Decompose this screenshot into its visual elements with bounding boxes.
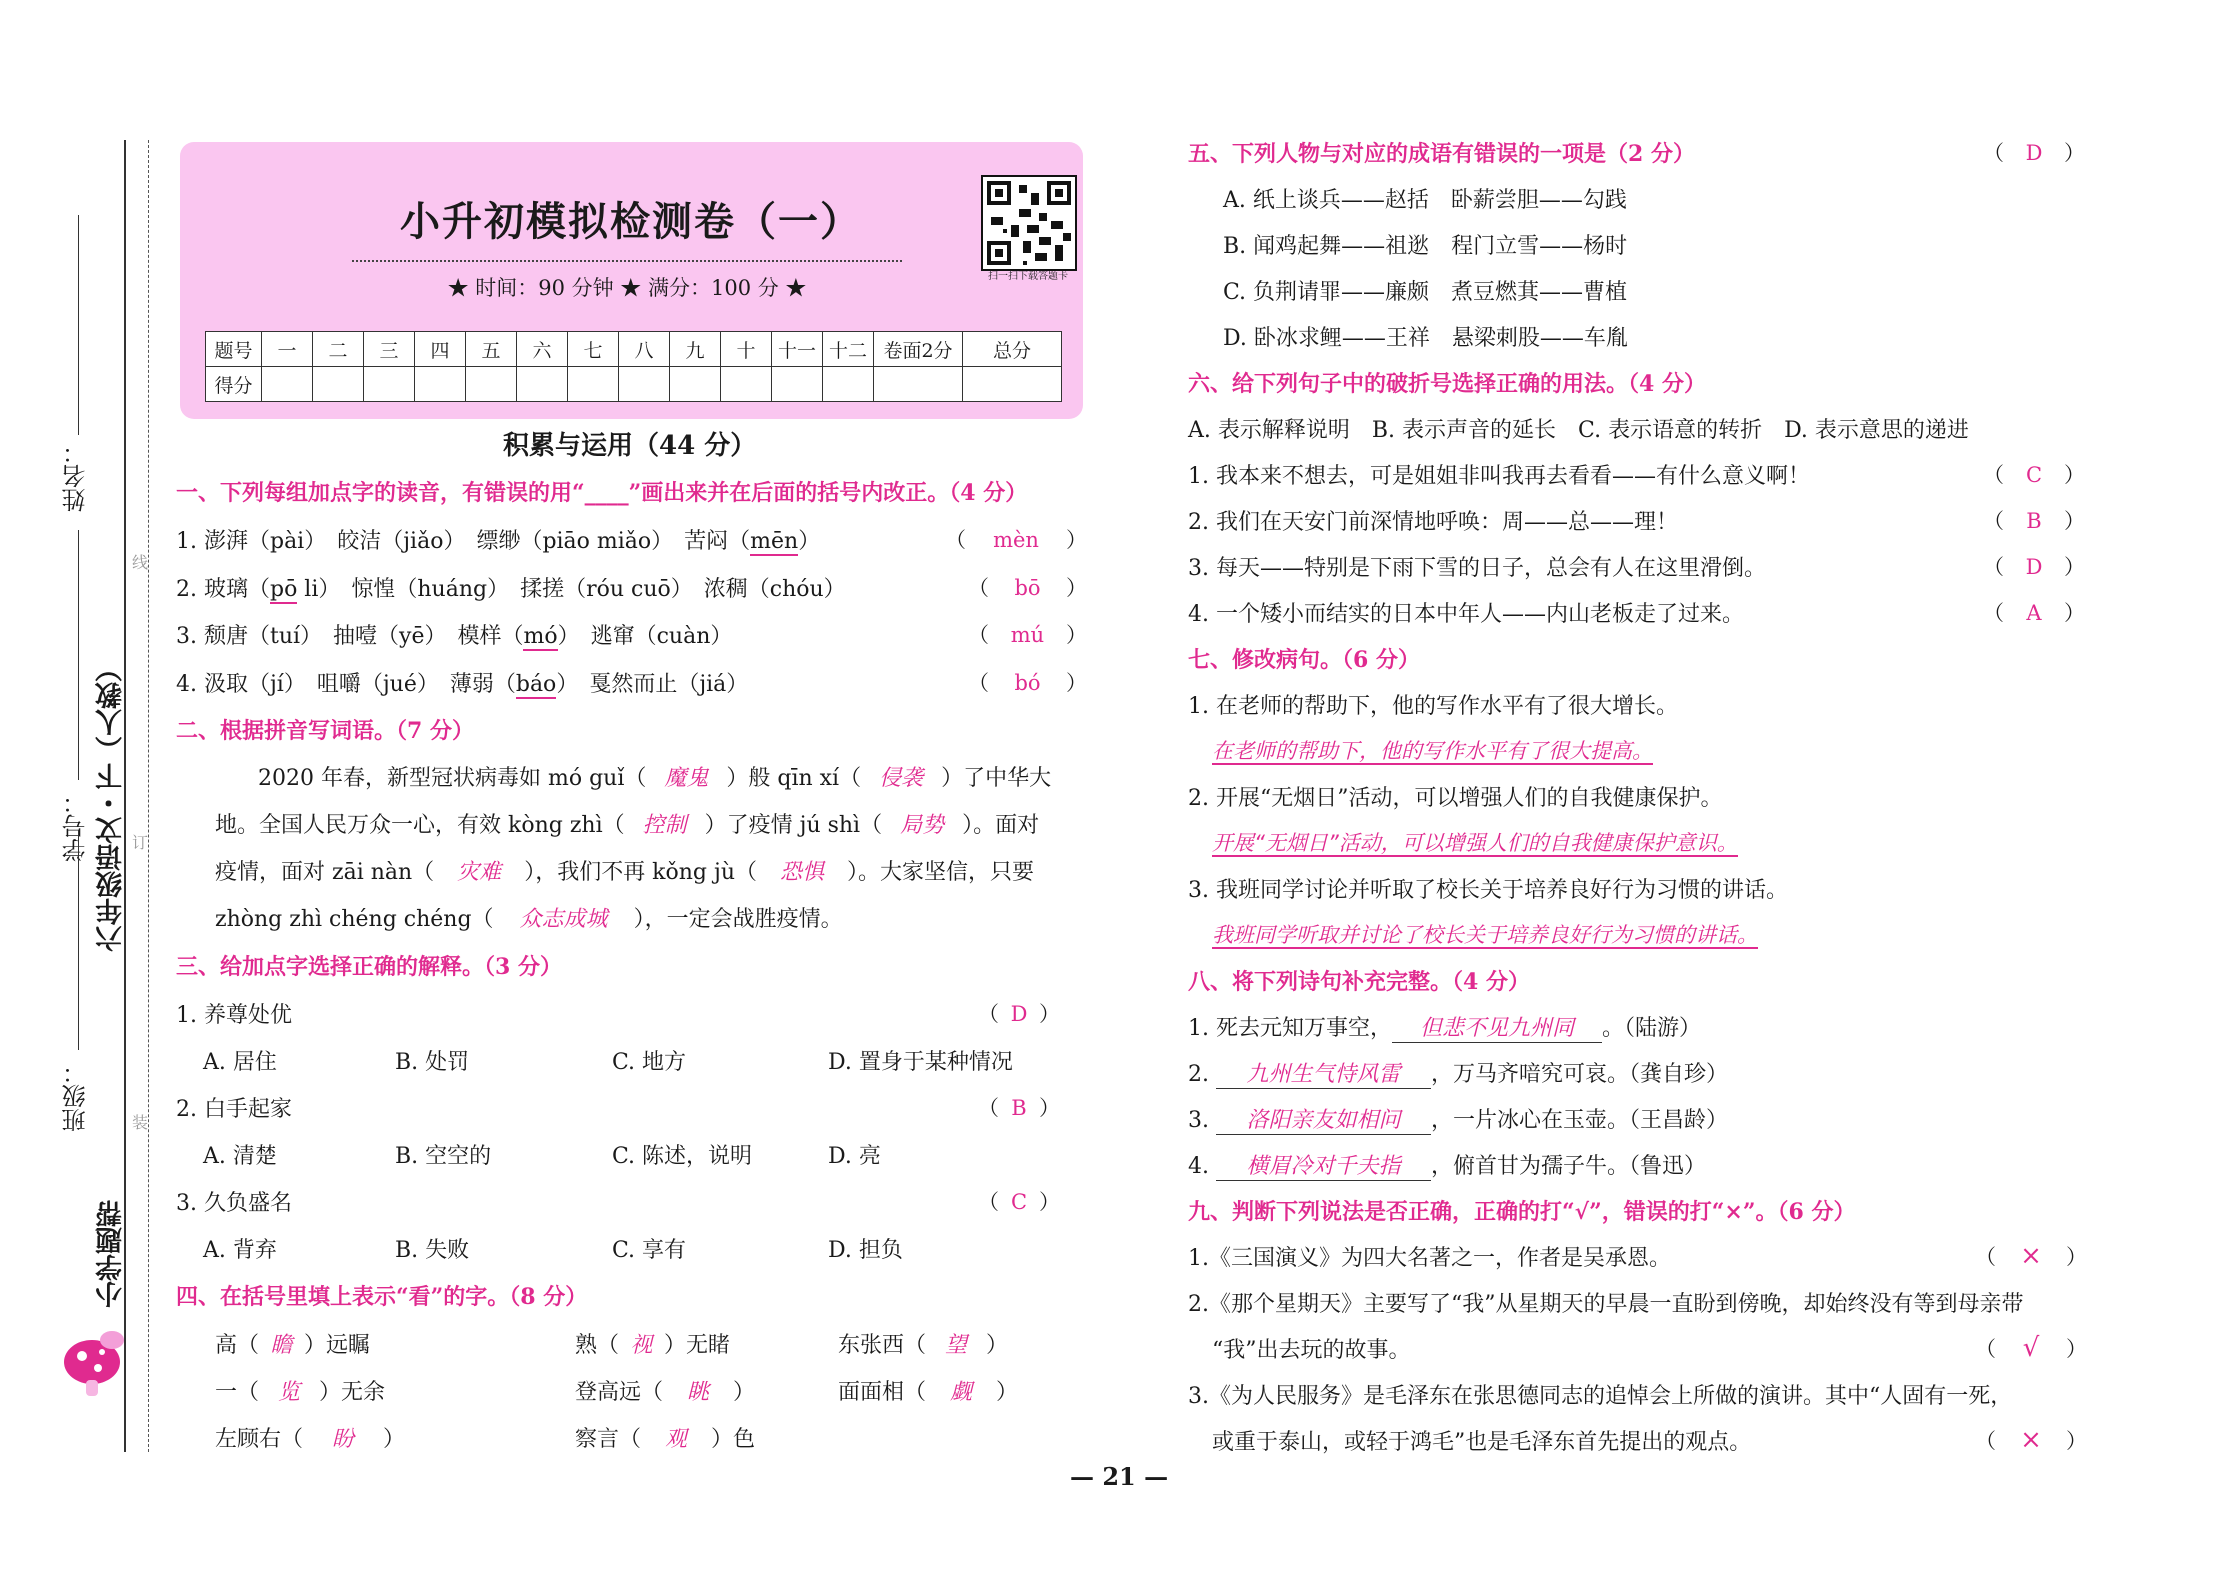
s6-item-4: 4. 一个矮小而结实的日本中年人——内山老板走了过来。 bbox=[1188, 602, 1744, 627]
s7-answer-1: 在老师的帮助下，他的写作水平有了很大提高。 bbox=[1212, 739, 1653, 763]
s8-item-4: 4. 横眉冷对千夫指 ，俯首甘为孺子牛。（鲁迅） bbox=[1188, 1149, 1706, 1181]
score-header-cell: 七 bbox=[568, 332, 619, 367]
s3-q3-opt-a: A. 背弃 bbox=[203, 1238, 277, 1263]
s6-item-3: 3. 每天——特别是下雨下雪的日子，总会有人在这里滑倒。 bbox=[1188, 556, 1766, 581]
s1-answer-3: （ mú ） bbox=[968, 623, 1087, 647]
section-8-title: 八、将下列诗句补充完整。（4 分） bbox=[1188, 969, 1530, 995]
s3-answer-1: （ D ） bbox=[978, 1002, 1060, 1026]
s7-answer-2: 开展“无烟日”活动，可以增强人们的自我健康保护意识。 bbox=[1212, 831, 1738, 855]
s3-question-3: 3. 久负盛名 bbox=[176, 1191, 292, 1216]
page-number: — 21 — bbox=[1070, 1462, 1169, 1491]
score-cell[interactable] bbox=[874, 367, 963, 402]
s3-answer-3: （ C ） bbox=[978, 1190, 1060, 1214]
s1-item-3: 3. 颓唐（tuí） 抽噎（yē） 模样（mó） 逃窜（cuàn） bbox=[176, 624, 733, 649]
section-2-title: 二、根据拼音写词语。（7 分） bbox=[176, 718, 474, 744]
s4-item: 熟（ 视 ）无睹 bbox=[575, 1333, 731, 1358]
s6-answer-3: （ D ） bbox=[1983, 555, 2085, 579]
score-cell[interactable] bbox=[517, 367, 568, 402]
s9-item-2-line-2: “我”出去玩的故事。 bbox=[1212, 1338, 1411, 1363]
s3-q2-opt-a: A. 清楚 bbox=[203, 1144, 277, 1169]
s1-item-4: 4. 汲取（jí） 咀嚼（jué） 薄弱（báo） 戛然而止（jiá） bbox=[176, 672, 749, 697]
cut-mark-bind: 订 bbox=[132, 833, 149, 852]
score-cell[interactable] bbox=[721, 367, 772, 402]
s3-q3-opt-d: D. 担负 bbox=[828, 1238, 903, 1263]
s3-q1-opt-a: A. 居住 bbox=[203, 1050, 277, 1075]
s6-item-2: 2. 我们在天安门前深情地呼唤：周——总——理！ bbox=[1188, 510, 1678, 535]
s4-item: 面面相（ 觑 ） bbox=[838, 1380, 1019, 1405]
score-header-cell: 卷面2分 bbox=[874, 332, 963, 367]
s1-item-1: 1. 澎湃（pài） 皎洁（jiǎo） 缥缈（piāo miǎo） 苦闷（mēn） bbox=[176, 529, 821, 554]
cut-mark-pack: 装 bbox=[132, 1113, 149, 1132]
score-cell[interactable] bbox=[823, 367, 874, 402]
s1-item-2: 2. 玻璃（pō li） 惊惶（huáng） 揉搓（róu cuō） 浓稠（chóu） bbox=[176, 577, 846, 602]
name-blank bbox=[78, 215, 79, 435]
score-header-cell: 十一 bbox=[772, 332, 823, 367]
class-blank bbox=[78, 830, 79, 1050]
s2-line-2: 地。全国人民万众一心，有效 kòng zhì（ 控制 ）了疫情 jú shì（ 局势 ）。面对 bbox=[215, 813, 1040, 838]
s5-option-c: C. 负荆请罪——廉颇 煮豆燃萁——曹植 bbox=[1223, 280, 1628, 305]
brand-label: 小学题帮 bbox=[96, 1200, 127, 1308]
s3-q1-opt-d: D. 置身于某种情况 bbox=[828, 1050, 1013, 1075]
score-cell[interactable] bbox=[670, 367, 721, 402]
qr-code-icon[interactable] bbox=[981, 175, 1077, 271]
s9-item-1: 1.《三国演义》为四大名著之一，作者是吴承恩。 bbox=[1188, 1246, 1671, 1271]
score-header-cell: 一 bbox=[262, 332, 313, 367]
section-4-title: 四、在括号里填上表示“看”的字。（8 分） bbox=[176, 1284, 588, 1310]
s3-question-1: 1. 养尊处优 bbox=[176, 1003, 292, 1028]
section-1-title: 一、下列每组加点字的读音，有错误的用“____”画出来并在后面的括号内改正。（4 分） bbox=[176, 480, 1028, 506]
s8-item-2: 2. 九州生气恃风雷 ，万马齐喑究可哀。（龚自珍） bbox=[1188, 1057, 1728, 1089]
s3-q2-opt-d: D. 亮 bbox=[828, 1144, 881, 1169]
score-row-label: 得分 bbox=[206, 367, 262, 402]
section-5-title: 五、下列人物与对应的成语有错误的一项是（2 分） bbox=[1188, 141, 1695, 167]
s1-answer-2: （ bō ） bbox=[968, 576, 1087, 600]
s4-item: 左顾右（ 盼 ） bbox=[215, 1427, 406, 1452]
mushroom-logo bbox=[60, 1320, 130, 1400]
s6-answer-2: （ B ） bbox=[1983, 509, 2085, 533]
qr-caption: 扫一扫下载答题卡 bbox=[988, 271, 1068, 282]
s3-q2-opt-c: C. 陈述，说明 bbox=[612, 1144, 753, 1169]
score-header-cell: 五 bbox=[466, 332, 517, 367]
binding-line-2 bbox=[148, 140, 149, 1452]
score-header-cell: 九 bbox=[670, 332, 721, 367]
page-title: 小升初模拟检测卷（一） bbox=[400, 198, 862, 245]
s1-answer-4: （ bó ） bbox=[968, 671, 1087, 695]
score-cell[interactable] bbox=[364, 367, 415, 402]
s3-q3-opt-c: C. 享有 bbox=[612, 1238, 687, 1263]
s3-q1-opt-c: C. 地方 bbox=[612, 1050, 687, 1075]
score-header-cell: 四 bbox=[415, 332, 466, 367]
s7-question-3: 3. 我班同学讨论并听取了校长关于培养良好行为习惯的讲话。 bbox=[1188, 878, 1788, 903]
s9-item-3-line-1: 3.《为人民服务》是毛泽东在张思德同志的追悼会上所做的演讲。其中“人固有一死， bbox=[1188, 1384, 2013, 1409]
s6-options: A. 表示解释说明 B. 表示声音的延长 C. 表示语意的转折 D. 表示意思的递进 bbox=[1188, 418, 1969, 443]
score-header-cell: 总分 bbox=[963, 332, 1062, 367]
score-cell[interactable] bbox=[466, 367, 517, 402]
s4-item: 登高远（ 眺 ） bbox=[575, 1380, 756, 1405]
s7-question-2: 2. 开展“无烟日”活动，可以增强人们的自我健康保护。 bbox=[1188, 786, 1723, 811]
s8-item-1: 1. 死去元知万事空， 但悲不见九州同 。（陆游） bbox=[1188, 1011, 1701, 1043]
s3-answer-2: （ B ） bbox=[978, 1096, 1060, 1120]
score-cell[interactable] bbox=[415, 367, 466, 402]
book-label: 六年级语文・下（人教） bbox=[96, 655, 127, 952]
score-cell[interactable] bbox=[568, 367, 619, 402]
s4-item: 一（ 览 ）无余 bbox=[215, 1380, 386, 1405]
score-table-header-row bbox=[206, 332, 1062, 367]
score-table bbox=[205, 331, 1062, 402]
score-header-cell: 二 bbox=[313, 332, 364, 367]
s7-answer-3: 我班同学听取并讨论了校长关于培养良好行为习惯的讲话。 bbox=[1212, 923, 1758, 947]
score-header-cell: 十 bbox=[721, 332, 772, 367]
s5-answer: （ D ） bbox=[1983, 141, 2085, 165]
score-header-cell: 八 bbox=[619, 332, 670, 367]
s4-item: 高（ 瞻 ）远瞩 bbox=[215, 1333, 371, 1358]
s3-question-2: 2. 白手起家 bbox=[176, 1097, 292, 1122]
score-header-cell: 十二 bbox=[823, 332, 874, 367]
s6-item-1: 1. 我本来不想去，可是姐姐非叫我再去看看——有什么意义啊！ bbox=[1188, 464, 1810, 489]
s2-line-4: zhòng zhì chéng chéng（ 众志成城 ），一定会战胜疫情。 bbox=[215, 907, 843, 932]
section-3-title: 三、给加点字选择正确的解释。（3 分） bbox=[176, 954, 562, 980]
s3-q3-opt-b: B. 失败 bbox=[395, 1238, 470, 1263]
s4-item: 东张西（ 望 ） bbox=[838, 1333, 1009, 1358]
score-cell[interactable] bbox=[313, 367, 364, 402]
s6-answer-4: （ A ） bbox=[1983, 601, 2085, 625]
s2-line-3: 疫情，面对 zāi nàn（ 灾难 ），我们不再 kǒng jù（ 恐惧 ）。大家坚信，只要 bbox=[215, 860, 1035, 885]
s9-answer-2: （ √ ） bbox=[1975, 1333, 2087, 1363]
cut-mark-line: 线 bbox=[132, 553, 149, 572]
score-cell[interactable] bbox=[963, 367, 1062, 402]
score-header-cell: 三 bbox=[364, 332, 415, 367]
s9-item-2-line-1: 2.《那个星期天》主要写了“我”从星期天的早晨一直盼到傍晚，却始终没有等到母亲带 bbox=[1188, 1292, 2024, 1317]
s9-item-3-line-2: 或重于泰山，或轻于鸿毛”也是毛泽东首先提出的观点。 bbox=[1212, 1430, 1752, 1455]
name-label: 姓名： bbox=[62, 440, 90, 512]
score-header-cell: 题号 bbox=[206, 332, 262, 367]
s6-answer-1: （ C ） bbox=[1983, 463, 2085, 487]
s5-option-a: A. 纸上谈兵——赵括 卧薪尝胆——勾践 bbox=[1223, 188, 1627, 213]
title-divider bbox=[352, 260, 902, 262]
section-7-title: 七、修改病句。（6 分） bbox=[1188, 647, 1420, 673]
s7-question-1: 1. 在老师的帮助下，他的写作水平有了很大增长。 bbox=[1188, 694, 1678, 719]
score-cell[interactable] bbox=[619, 367, 670, 402]
s3-q2-opt-b: B. 空空的 bbox=[395, 1144, 492, 1169]
section-6-title: 六、给下列句子中的破折号选择正确的用法。（4 分） bbox=[1188, 371, 1706, 397]
section-9-title: 九、判断下列说法是否正确，正确的打“√”，错误的打“×”。（6 分） bbox=[1188, 1199, 1856, 1225]
id-label: 学号： bbox=[62, 790, 90, 862]
s4-item: 察言（ 观 ）色 bbox=[575, 1427, 756, 1452]
s9-answer-3: （ × ） bbox=[1975, 1425, 2087, 1455]
class-label: 班级： bbox=[62, 1060, 90, 1132]
score-cell[interactable] bbox=[772, 367, 823, 402]
score-cell[interactable] bbox=[262, 367, 313, 402]
s1-answer-1: （ mèn ） bbox=[945, 528, 1087, 552]
exam-subtitle: ★ 时间：90 分钟 ★ 满分：100 分 ★ bbox=[447, 276, 807, 300]
score-header-cell: 六 bbox=[517, 332, 568, 367]
s3-q1-opt-b: B. 处罚 bbox=[395, 1050, 470, 1075]
s5-option-b: B. 闻鸡起舞——祖逖 程门立雪——杨时 bbox=[1223, 234, 1628, 259]
score-table-score-row bbox=[206, 367, 1062, 402]
s5-option-d: D. 卧冰求鲤——王祥 悬梁刺股——车胤 bbox=[1223, 326, 1628, 351]
s2-line-1: 2020 年春，新型冠状病毒如 mó guǐ（ 魔鬼 ）般 qīn xí（ 侵袭 ）了中华大 bbox=[258, 766, 1052, 791]
id-blank bbox=[78, 530, 79, 780]
s8-item-3: 3. 洛阳亲友如相问 ，一片冰心在玉壶。（王昌龄） bbox=[1188, 1103, 1728, 1135]
s9-answer-1: （ × ） bbox=[1975, 1241, 2087, 1271]
part-title: 积累与运用（44 分） bbox=[503, 431, 757, 461]
